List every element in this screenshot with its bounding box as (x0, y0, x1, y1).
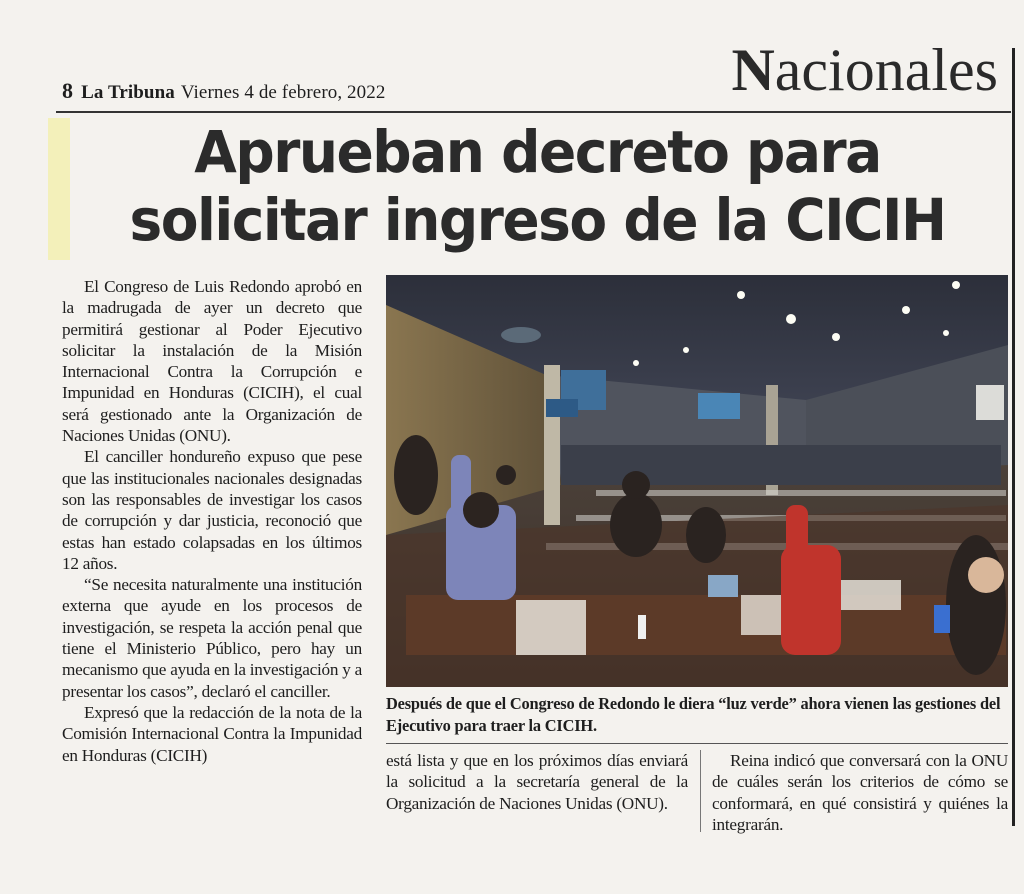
caption-divider (386, 743, 1008, 744)
section-title-rest: acionales (774, 37, 998, 103)
article-column-2 (386, 750, 688, 814)
newspaper-name: La Tribuna (81, 82, 175, 103)
article-paragraph: Reina indicó que conversará con la ONU de cuáles serán los criterios de cómo se conformará, en qué consistirá y quiénes la integrarán. (712, 751, 1008, 834)
article-paragraph: El Congreso de Luis Redondo aprobó en la madrugada de ayer un decreto que permitirá gestionar al Poder Ejecutivo solicitar la instalación de la Misión Internacional Contra la Corrupción e Impunidad en Honduras (CICIH), el cual será gestionado ante la Organización de Naciones Unidas (ONU). (62, 277, 362, 446)
publication-date: Viernes 4 de febrero, 2022 (180, 82, 386, 103)
headline-line-1: Aprueban decreto para (194, 118, 881, 186)
section-title-initial: N (731, 37, 775, 103)
article-paragraph: está lista y que en los próximos días enviará la solicitud a la secretaría general de la Organización de Naciones Unidas (ONU). (386, 751, 688, 813)
article-paragraph: El canciller hondureño expuso que pese que las institucionales nacionales designadas son las responsables de investigar los casos de corrupción y dar justicia, reconoció que estas han estado colapsadas en los últimos 12 años. (62, 447, 362, 573)
photo-illustration (386, 275, 1008, 687)
page-number: 8 (62, 78, 74, 103)
congress-chamber-photo (386, 275, 1008, 687)
header-divider (56, 111, 1011, 113)
section-title (731, 37, 998, 103)
headline-line-2: solicitar ingreso de la CICIH (129, 185, 946, 254)
headline (60, 118, 1015, 254)
photo-caption: Después de que el Congreso de Redondo le diera “luz verde” ahora vienen las gestiones del Ejecutivo para traer la CICIH. (386, 694, 1001, 735)
page-folio (62, 78, 385, 104)
column-divider (700, 750, 701, 832)
article-column-3 (712, 750, 1008, 835)
article-paragraph: “Se necesita naturalmente una institución externa que ayude en los procesos de investigación, se respeta la acción penal que tiene el Ministerio Público, pero hay un mecanismo que ayuda en la investigación y a presentar los casos”, declaró el canciller. (62, 575, 362, 701)
article-paragraph: Expresó que la redacción de la nota de la Comisión Internacional Contra la Impunidad en Honduras (CICIH) (62, 702, 362, 765)
article-column-1 (62, 276, 362, 766)
